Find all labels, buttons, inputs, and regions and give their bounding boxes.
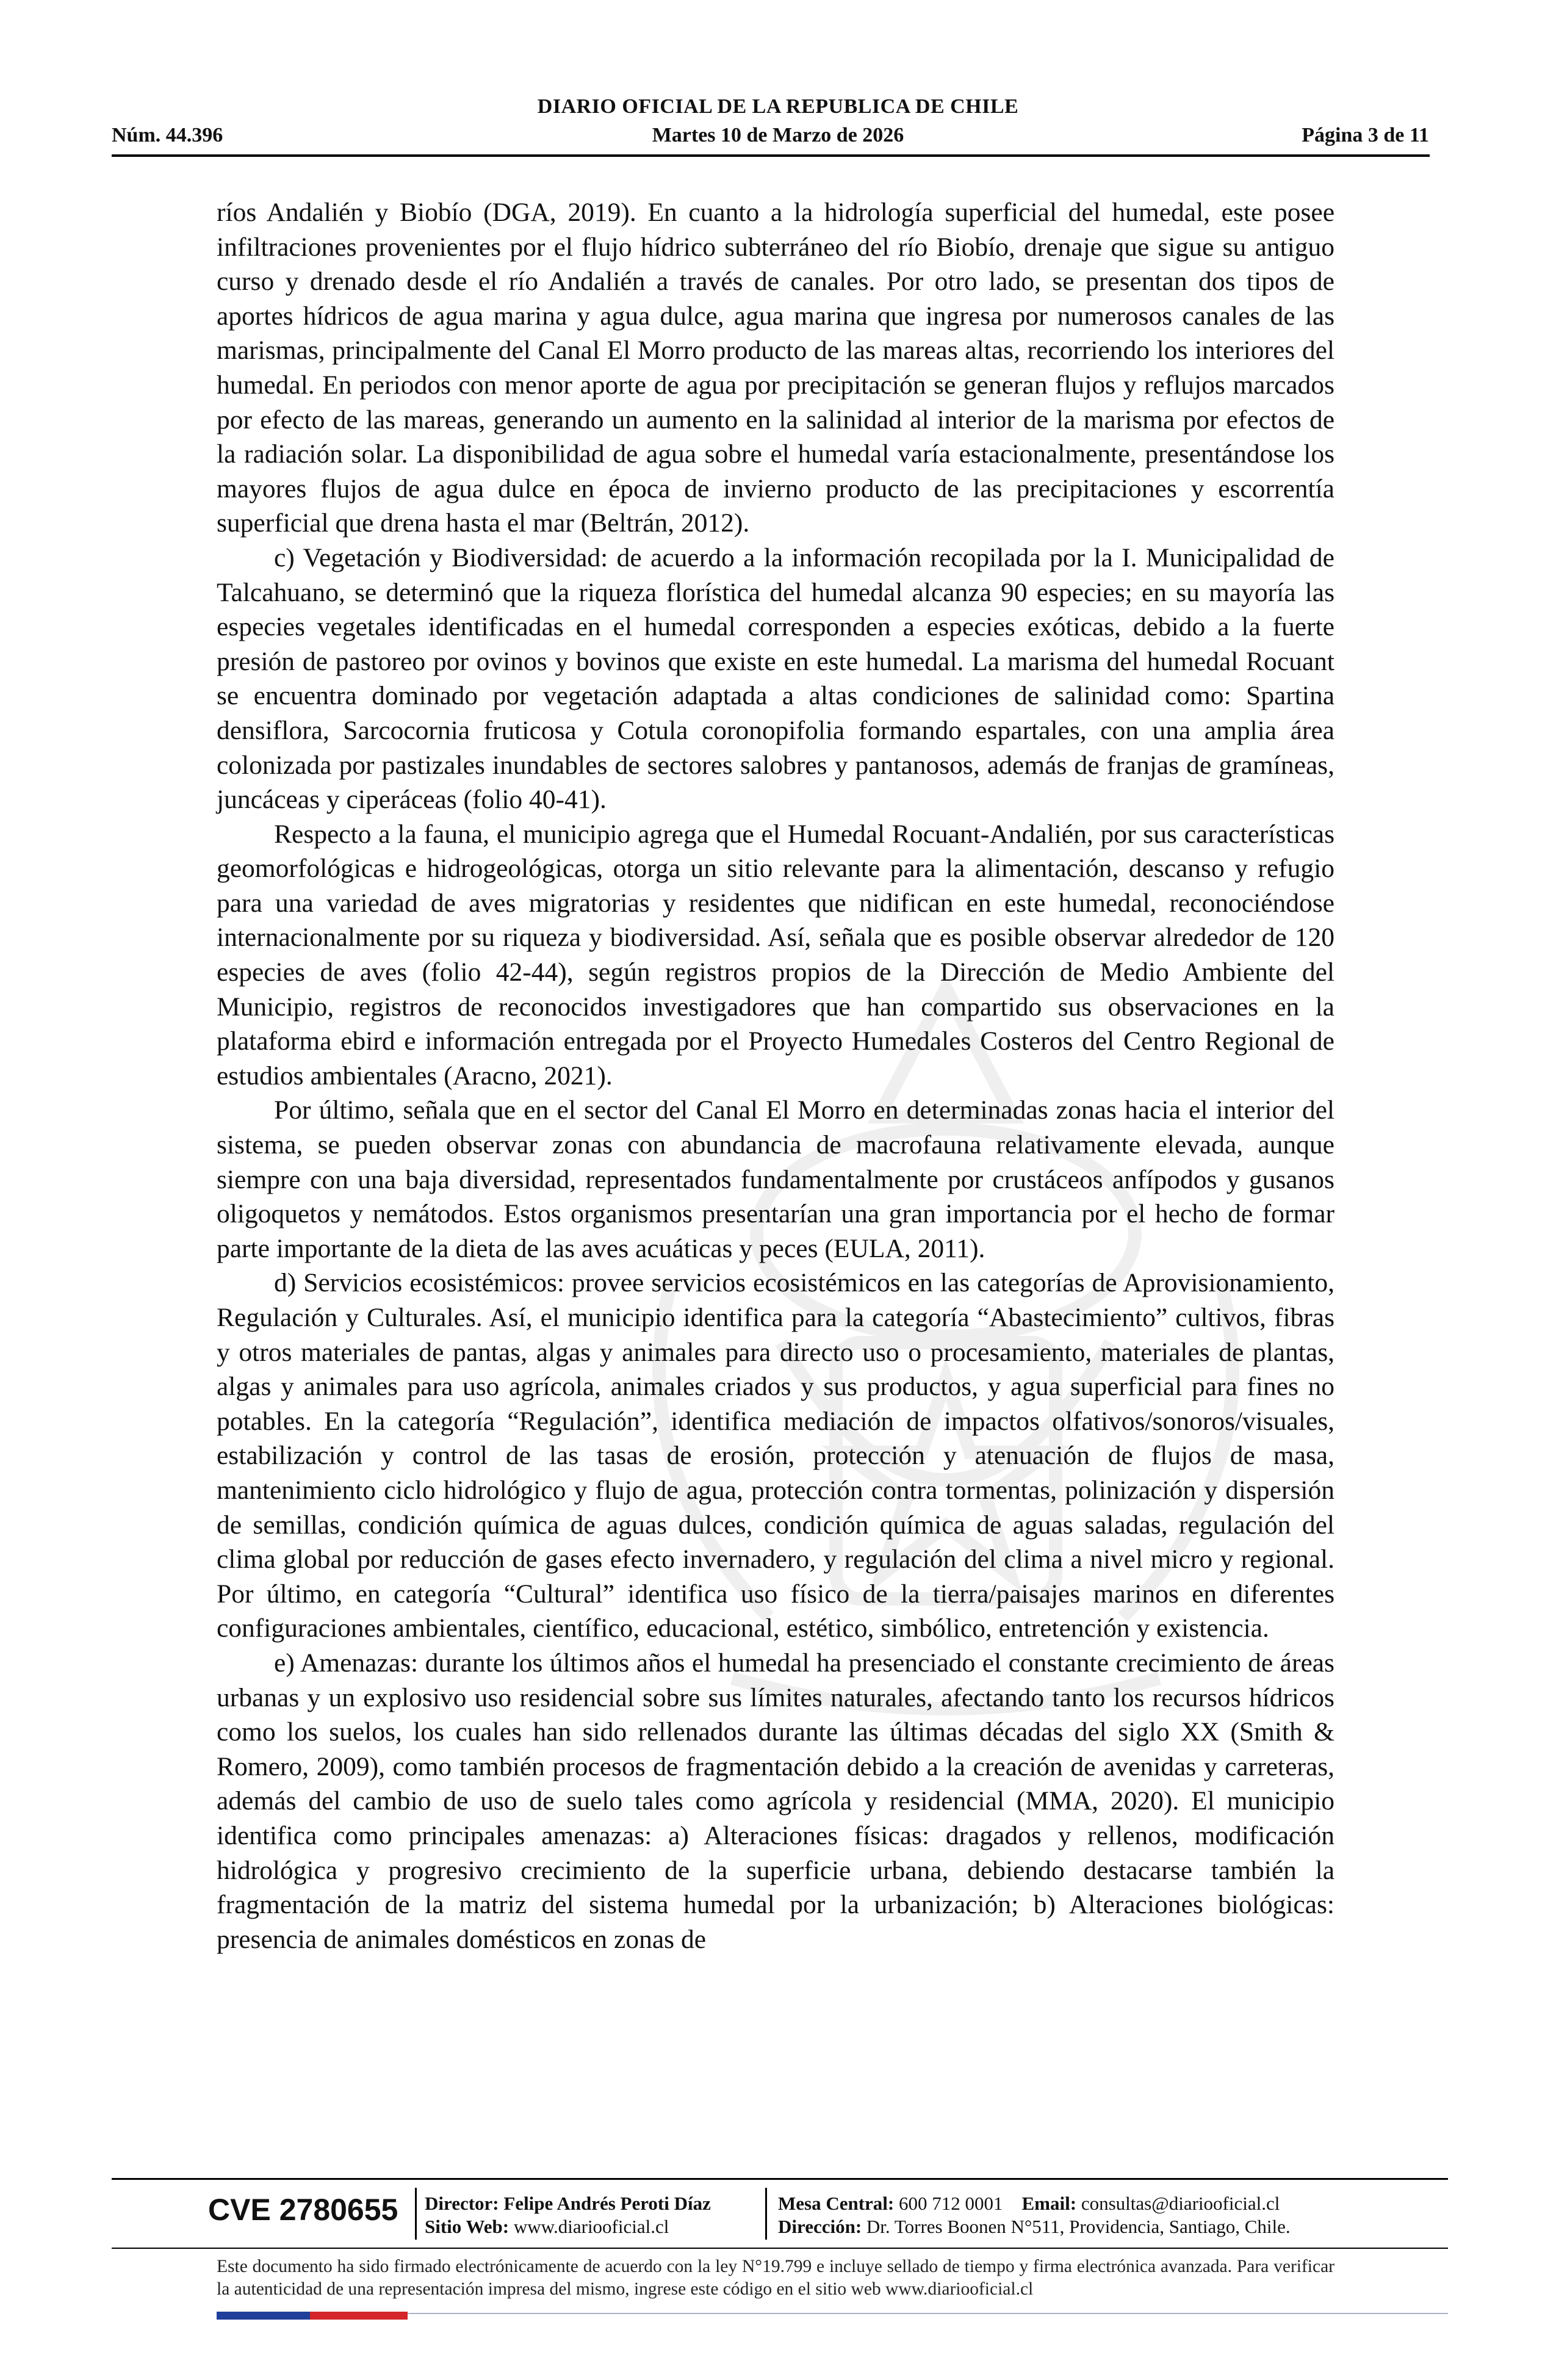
address-label: Dirección:	[778, 2216, 862, 2237]
website-link[interactable]: www.diariooficial.cl	[513, 2216, 669, 2237]
header-divider	[112, 154, 1430, 157]
body-paragraph: e) Amenazas: durante los últimos años el humedal ha presenciado el constante crecimiento de áreas urbanas y un explosivo uso residencial sobre sus límites naturales, afectando tanto los recursos hídricos como los suelos, los cuales han sido rellenados durante las últimas décadas del siglo XX (Smith & Romero, 2009), como también procesos de fragmentación debido a la creación de avenidas y carreteras, además del cambio de uso de suelo tales como agrícola y residencial (MMA, 2020). El municipio identifica como principales amenazas: a) Alteraciones físicas: dragados y rellenos, modificación hidrológica y progresivo crecimiento de la superficie urbana, debiendo destacarse también la fragmentación de la matriz del sistema humedal por la urbanización; b) Alteraciones biológicas: presencia de animales domésticos en zonas de	[217, 1648, 1334, 1954]
phone-number: 600 712 0001	[899, 2193, 1003, 2214]
footer-divider-mid	[112, 2248, 1448, 2249]
director-name: Felipe Andrés Peroti Díaz	[503, 2193, 711, 2214]
legal-notice: Este documento ha sido firmado electrónicamente de acuerdo con la ley N°19.799 e incluye sellado de tiempo y firma electrónica avanzada. Para verificar la autenticidad de una representación impresa del mismo, ingrese este código en el sitio web www.diariooficial.cl	[217, 2257, 1334, 2299]
issue-date: Martes 10 de Marzo de 2026	[652, 124, 904, 146]
body-paragraph: Por último, señala que en el sector del Canal El Morro en determinadas zonas hacia el interior del sistema, se pueden observar zonas con abundancia de macrofauna relativamente elevada, aunque siempre con una baja diversidad, representados fundamentalmente por crustáceos anfípodos y gusanos oligoquetos y nemátodos. Estos organismos presentarían una gran importancia por el hecho de formar parte importante de la dieta de las aves acuáticas y peces (EULA, 2011).	[217, 1095, 1334, 1263]
director-label: Director:	[425, 2193, 499, 2214]
address-text: Dr. Torres Boonen N°511, Providencia, Santiago, Chile.	[866, 2216, 1291, 2237]
flag-stripe-red	[310, 2312, 408, 2320]
email-label: Email:	[1021, 2193, 1077, 2214]
gazette-title: DIARIO OFICIAL DE LA REPUBLICA DE CHILE	[537, 95, 1019, 118]
page-indicator: Página 3 de 11	[1302, 124, 1429, 146]
email-link[interactable]: consultas@diariooficial.cl	[1081, 2193, 1280, 2214]
body-paragraph: d) Servicios ecosistémicos: provee servicios ecosistémicos en las categorías de Aprovisionamiento, Regulación y Culturales. Así, el municipio identifica para la categoría “Abastecimiento” cultivos, fibras y otros materiales de pantas, algas y animales para directo uso o procesamiento, materiales de plantas, algas y animales para uso agrícola, animales criados y sus productos, y agua superficial para fines no potables. En la categoría “Regulación”, identifica mediación de impactos olfativos/sonoros/visuales, estabilización y control de las tasas de erosión, protección y atenuación de flujos de masa, mantenimiento ciclo hidrológico y flujo de agua, protección contra tormentas, polinización y dispersión de semillas, condición química de aguas dulces, condición química de aguas saladas, regulación del clima global por reducción de gases efecto invernadero, y regulación del clima a nivel micro y regional. Por último, en categoría “Cultural” identifica uso físico de la tierra/paisajes marinos en diferentes configuraciones ambientales, científico, educacional, estético, simbólico, entretención y existencia.	[217, 1268, 1334, 1643]
cve-code: CVE 2780655	[208, 2193, 398, 2227]
body-paragraph: ríos Andalién y Biobío (DGA, 2019). En cuanto a la hidrología superficial del humedal, este posee infiltraciones provenientes por el flujo hídrico subterráneo del río Biobío, drenaje que sigue su antiguo curso y drenado desde el río Andalién a través de canales. Por otro lado, se presentan dos tipos de aportes hídricos de agua marina y agua dulce, agua marina que ingresa por numerosos canales de las marismas, principalmente del Canal El Morro producto de las mareas altas, recorriendo los interiores del humedal. En periodos con menor aporte de agua por precipitación se generan flujos y reflujos marcados por efecto de las mareas, generando un aumento en la salinidad al interior de la marisma por efectos de la radiación solar. La disponibilidad de agua sobre el humedal varía estacionalmente, presentándose los mayores flujos de agua dulce en época de invierno producto de las precipitaciones y escorrentía superficial que drena hasta el mar (Beltrán, 2012).	[217, 198, 1334, 538]
issue-number: Núm. 44.396	[112, 124, 223, 146]
footer-divider-bottom	[408, 2313, 1448, 2314]
footer-divider-top	[112, 2178, 1448, 2180]
body-paragraph: c) Vegetación y Biodiversidad: de acuerdo a la información recopilada por la I. Municipalidad de Talcahuano, se determinó que la riqueza florística del humedal alcanza 90 especies; en su mayoría las especies vegetales identificadas en el humedal corresponden a especies exóticas, debido a la fuerte presión de pastoreo por ovinos y bovinos que existe en este humedal. La marisma del humedal Rocuant se encuentra dominado por vegetación adaptada a altas condiciones de salinidad como: Spartina densiflora, Sarcocornia fruticosa y Cotula coronopifolia formando espartales, con una amplia área colonizada por pastizales inundables de sectores salobres y pantanosos, además de franjas de gramíneas, juncáceas y ciperáceas (folio 40-41).	[217, 543, 1334, 815]
document-body	[217, 195, 1334, 1956]
body-paragraph: Respecto a la fauna, el municipio agrega que el Humedal Rocuant-Andalién, por sus características geomorfológicas e hidrogeológicas, otorga un sitio relevante para la alimentación, descanso y refugio para una variedad de aves migratorias y residentes que nidifican en este humedal, reconociéndose internacionalmente por su riqueza y biodiversidad. Así, señala que es posible observar alrededor de 120 especies de aves (folio 42-44), según registros propios de la Dirección de Medio Ambiente del Municipio, registros de reconocidos investigadores que han compartido sus observaciones en la plataforma ebird e información entregada por el Proyecto Humedales Costeros del Centro Regional de estudios ambientales (Aracno, 2021).	[217, 819, 1334, 1091]
footer-separator	[765, 2188, 767, 2240]
footer-director-block	[425, 2192, 711, 2238]
phone-label: Mesa Central:	[778, 2193, 895, 2214]
footer-separator	[415, 2188, 417, 2240]
flag-stripe-blue	[217, 2312, 310, 2320]
footer-contact-block	[778, 2192, 1291, 2238]
website-label: Sitio Web:	[425, 2216, 510, 2237]
